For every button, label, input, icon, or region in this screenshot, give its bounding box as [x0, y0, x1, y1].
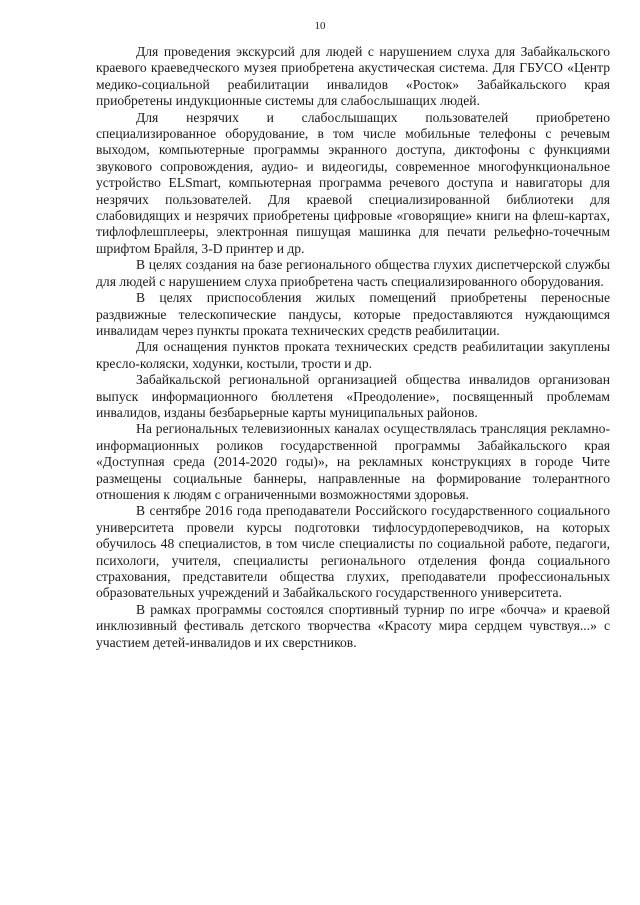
paragraph-ramps: В целях приспособления жилых помещений приобретены переносные раздвижные телескопические пандусы, которые предоставляются нуждающимся инвалидам через пункты проката технических средств реабилитации.: [96, 290, 610, 338]
paragraph-tv-broadcast: На региональных телевизионных каналах осуществлялась трансляция рекламно-информационных роликов государственной программы Забайкальского края «Доступная среда (2014-2020 годы)», на рекламных конструкциях в городе Чите размещены социальные баннеры, направленные на формирование толерантного отношения к людям с ограниченными возможностями здоровья.: [96, 421, 610, 502]
paragraph-dispatch-service: В целях создания на базе регионального общества глухих диспетчерской службы для людей с нарушением слуха приобретена часть специализированного оборудования.: [96, 257, 610, 289]
document-body: [96, 44, 610, 651]
page-number: 10: [314, 20, 326, 32]
paragraph-rehab-equipment: Для оснащения пунктов проката технических средств реабилитации закуплены кресло-коляски, ходунки, костыли, трости и др.: [96, 339, 610, 371]
paragraph-equipment-for-blind: Для незрячих и слабослышащих пользователей приобретено специализированное оборудование, в том числе мобильные телефоны с речевым выходом, компьютерные программы экранного доступа, диктофоны с функциями звукового сопровождения, аудио- и видеогиды, современное многофункциональное устройство ELSmart, компьютерная программа речевого доступа и навигаторы для незрячих пользователей. Для краевой специализированной библиотеки для слабовидящих и незрячих приобретены цифровые «говорящие» книги на флеш-картах, тифлофлешплееры, электронная пишущая машинка для печати рельефно-точечным шрифтом Брайля, 3-D принтер и др.: [96, 109, 610, 256]
paragraph-boccia-festival: В рамках программы состоялся спортивный турнир по игре «бочча» и краевой инклюзивный фестиваль детского творчества «Красоту мира сердцем чувствуя...» с участием детей-инвалидов и их сверстников.: [96, 601, 610, 650]
paragraph-acoustic-systems: Для проведения экскурсий для людей с нарушением слуха для Забайкальского краевого краеведческого музея приобретена акустическая система. Для ГБУСО «Центр медико-социальной реабилитации инвалидов «Росток» Забайкальского края приобретены индукционные системы для слабослышащих людей.: [96, 44, 610, 109]
paragraph-bulletin: Забайкальской региональной организацией общества инвалидов организован выпуск информационного бюллетеня «Преодоление», посвященный проблемам инвалидов, изданы безбарьерные карты муниципальных районов.: [96, 372, 610, 420]
paragraph-interpreter-courses: В сентябре 2016 года преподаватели Российского государственного социального университета провели курсы подготовки тифлосурдопереводчиков, на которых обучилось 48 специалистов, в том числе специалисты по социальной работе, педагоги, психологи, учителя, специалисты регионального отделения фонда социального страхования, представители общества глухих, преподаватели профессиональных образовательных учреждений и Забайкальского государственного университета.: [96, 503, 610, 601]
